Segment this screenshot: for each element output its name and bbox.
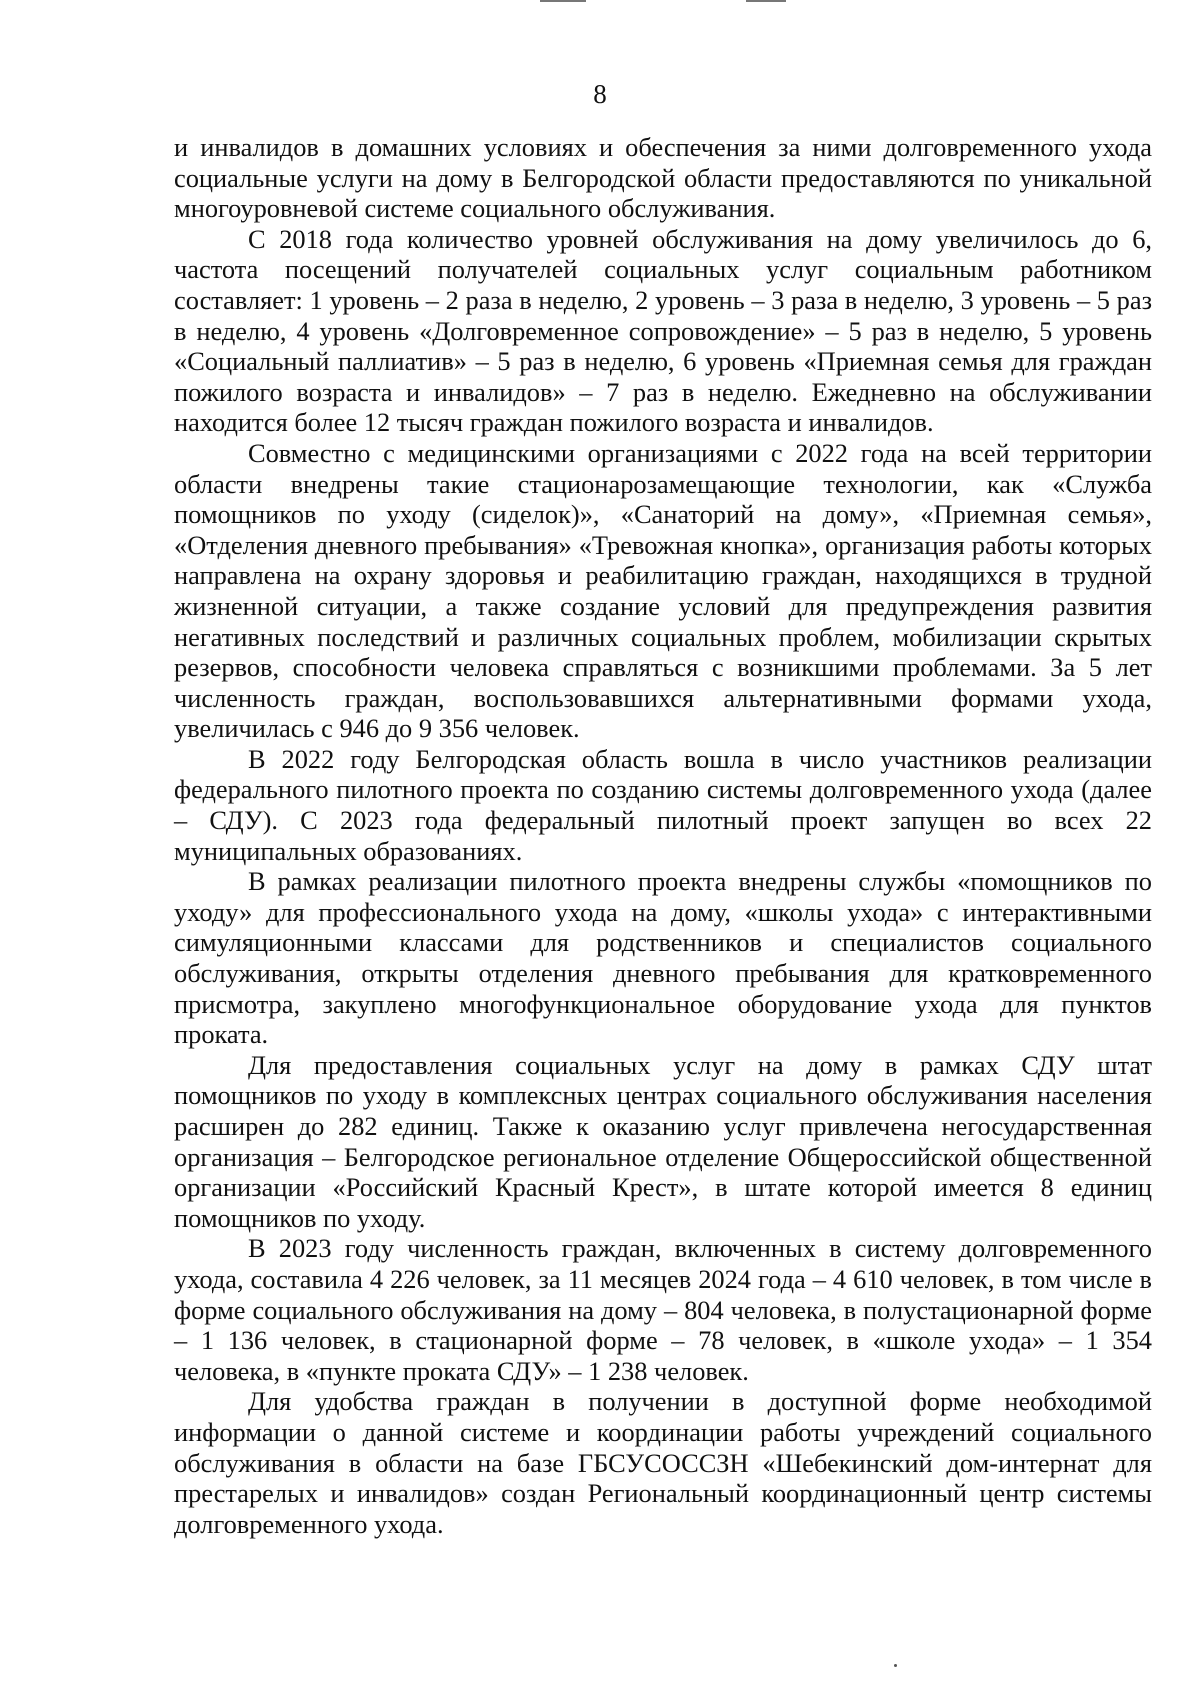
paragraph-6: Для предоставления социальных услуг на дому в рамках СДУ штат помощников по уходу в комплексных центрах социального обслуживания населения расширен до 282 единиц. Также к оказанию услуг привлечена негосударственная организация – Белгородское региональное отделение Общероссийской общественной организации «Российский Красный Крест», в штате которой имеется 8 единиц помощников по уходу. <box>174 1049 1152 1233</box>
page-number: 8 <box>593 79 607 109</box>
paragraph-8: Для удобства граждан в получении в доступной форме необходимой информации о данной системе и координации работы учреждений социального обслуживания в области на базе ГБСУСОССЗН «Шебекинский дом-интернат для престарелых и инвалидов» создан Региональный координационный центр системы долговременного ухода. <box>174 1386 1152 1539</box>
paragraph-5: В рамках реализации пилотного проекта внедрены службы «помощников по уходу» для профессионального ухода на дому, «школы ухода» с интерактивными симуляционными классами для родственников и специалистов социального обслуживания, открыты отделения дневного пребывания для кратковременного присмотра, закуплено многофункциональное оборудование ухода для пунктов проката. <box>174 866 1152 1050</box>
paragraph-2: С 2018 года количество уровней обслуживания на дому увеличилось до 6, частота посещений получателей социальных услуг социальным работником составляет: 1 уровень – 2 раза в неделю, 2 уровень – 3 раза в неделю, 3 уровень – 5 раз в неделю, 4 уровень «Долговременное сопровождение» – 5 раз в неделю, 5 уровень «Социальный паллиатив» – 5 раз в неделю, 6 уровень «Приемная семья для граждан пожилого возраста и инвалидов» – 7 раз в неделю. Ежедневно на обслуживании находится более 12 тысяч граждан пожилого возраста и инвалидов. <box>174 223 1152 438</box>
scan-edge-mark <box>540 0 586 2</box>
paragraph-3: Совместно с медицинскими организациями с 2022 года на всей территории области внедрены такие стационарозамещающие технологии, как «Служба помощников по уходу (сиделок)», «Санаторий на дому», «Приемная семья», «Отделения дневного пребывания» «Тревожная кнопка», организация работы которых направлена на охрану здоровья и реабилитацию граждан, находящихся в трудной жизненной ситуации, а также создание условий для предупреждения развития негативных последствий и различных социальных проблем, мобилизации скрытых резервов, способности человека справляться с возникшими проблемами. За 5 лет численность граждан, воспользовавшихся альтернативными формами ухода, увеличилась с 946 до 9 356 человек. <box>174 437 1152 744</box>
paragraph-7: В 2023 году численность граждан, включенных в систему долговременного ухода, составила 4 226 человек, за 11 месяцев 2024 года – 4 610 человек, в том числе в форме социального обслуживания на дому – 804 человека, в полустационарной форме – 1 136 человек, в стационарной форме – 78 человек, в «школе ухода» – 1 354 человека, в «пункте проката СДУ» – 1 238 человек. <box>174 1233 1152 1386</box>
paragraph-4: В 2022 году Белгородская область вошла в число участников реализации федерального пилотного проекта по созданию системы долговременного ухода (далее – СДУ). С 2023 года федеральный пилотный проект запущен во всех 22 муниципальных образованиях. <box>174 743 1152 866</box>
scan-edge-mark <box>746 0 786 2</box>
document-body <box>174 132 1152 1539</box>
scan-speck <box>894 1664 897 1667</box>
paragraph-1: и инвалидов в домашних условиях и обеспечения за ними долговременного ухода социальные услуги на дому в Белгородской области предоставляются по уникальной многоуровневой системе социального обслуживания. <box>174 132 1152 224</box>
